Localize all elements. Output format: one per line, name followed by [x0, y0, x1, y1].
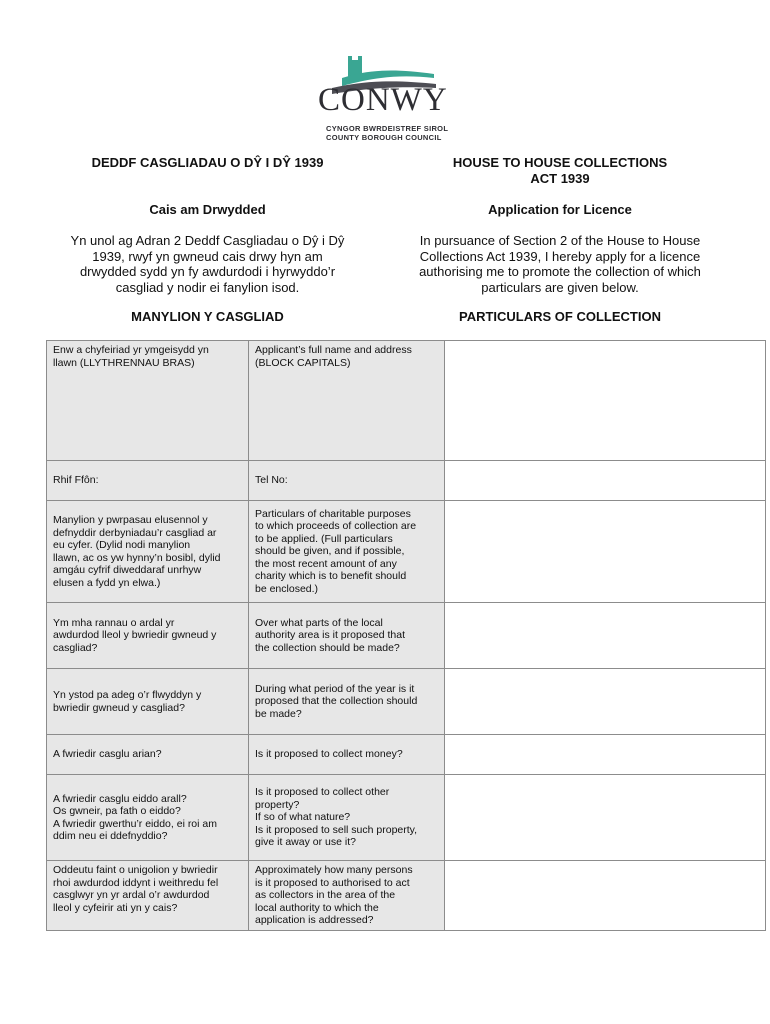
welsh-subtitle: Cais am Drwydded [149, 202, 266, 217]
welsh-title: DEDDF CASGLIADAU O DŶ I DŶ 1939 [91, 155, 324, 170]
english-label-cell [249, 603, 445, 669]
welsh-label-cell [47, 603, 249, 669]
logo-subtitle-welsh: CYNGOR BWRDEISTREF SIROL [326, 124, 449, 133]
english-label-cell [249, 775, 445, 861]
welsh-intro: Yn unol ag Adran 2 Deddf Casgliadau o Dŷ i Dŷ 1939, rwyf yn gwneud cais drwy hyn am drwydded sydd yn fy awdurdodi i hyrwyddo’r casgliad y nodir ei fanylion isod. [70, 233, 345, 295]
english-label-cell [249, 735, 445, 775]
english-label: Over what parts of the local authority area is it proposed that the collection should be made? [255, 616, 406, 654]
english-label: Is it proposed to collect other property? If so of what nature? Is it proposed to sell such property, give it away or use it? [255, 786, 418, 849]
answer-field-other-property[interactable] [445, 775, 766, 861]
welsh-label-cell [47, 501, 249, 603]
welsh-label: Rhif Ffôn: [53, 474, 99, 487]
welsh-label-cell [47, 861, 249, 931]
table-row [47, 341, 766, 461]
answer-field-name-address[interactable] [445, 341, 766, 461]
welsh-label-cell [47, 669, 249, 735]
welsh-label: Manylion y pwrpasau elusennol y defnyddir derbyniadau’r casgliad ar eu cyfer. (Dylid nodi manylion llawn, ac os yw hynny’n bosibl, dylid amgáu cyfrif diweddaraf unrhyw elusen a fydd yn elwa.) [53, 514, 221, 589]
answer-field-tel[interactable] [445, 461, 766, 501]
particulars-table [46, 340, 766, 931]
english-title: HOUSE TO HOUSE COLLECTIONS ACT 1939 [452, 155, 668, 186]
english-label: During what period of the year is it proposed that the collection should be made? [255, 682, 418, 720]
table-row [47, 861, 766, 931]
table-row [47, 461, 766, 501]
english-label: Is it proposed to collect money? [255, 748, 403, 761]
english-label-cell [249, 501, 445, 603]
welsh-label-cell [47, 775, 249, 861]
english-subtitle: Application for Licence [488, 202, 632, 217]
answer-field-collectors[interactable] [445, 861, 766, 931]
english-label-cell [249, 861, 445, 931]
english-label: Applicant’s full name and address (BLOCK CAPITALS) [255, 344, 412, 369]
conwy-logo [308, 56, 458, 144]
english-label: Approximately how many persons is it proposed to authorised to act as collectors in the area of the local authority to which the application is addressed? [255, 864, 413, 926]
english-section-heading: PARTICULARS OF COLLECTION [459, 309, 661, 324]
table-row [47, 735, 766, 775]
welsh-label-cell [47, 735, 249, 775]
english-label-cell [249, 461, 445, 501]
english-label: Tel No: [255, 474, 288, 487]
answer-field-area[interactable] [445, 603, 766, 669]
welsh-label: A fwriedir casglu arian? [53, 748, 162, 761]
answer-field-period[interactable] [445, 669, 766, 735]
welsh-label-cell [47, 341, 249, 461]
english-label-cell [249, 669, 445, 735]
logo-subtitle-english: COUNTY BOROUGH COUNCIL [326, 133, 442, 142]
table-row [47, 501, 766, 603]
answer-field-money[interactable] [445, 735, 766, 775]
welsh-label: Ym mha rannau o ardal yr awdurdod lleol y bwriedir gwneud y casgliad? [53, 616, 217, 654]
table-row [47, 603, 766, 669]
table-row [47, 775, 766, 861]
english-label: Particulars of charitable purposes to which proceeds of collection are to be applied. (Full particulars should be given, and if possible, the most recent amount of any charity which is to benefit should be enclosed.) [255, 507, 417, 595]
welsh-label: Oddeutu faint o unigolion y bwriedir rhoi awdurdod iddynt i weithredu fel casglwyr yn yr ardal o’r awdurdod lleol y cyfeirir ati yn y cais? [53, 864, 219, 914]
welsh-label: A fwriedir casglu eiddo arall? Os gwneir, pa fath o eiddo? A fwriedir gwerthu’r eiddo, ei roi am ddim neu ei ddefnyddio? [53, 792, 217, 842]
welsh-section-heading: MANYLION Y CASGLIAD [131, 309, 284, 324]
answer-field-charitable-purposes[interactable] [445, 501, 766, 603]
english-label-cell [249, 341, 445, 461]
welsh-label: Yn ystod pa adeg o’r flwyddyn y bwriedir gwneud y casgliad? [53, 689, 202, 714]
logo-wordmark: CONWY [318, 82, 448, 118]
welsh-label-cell [47, 461, 249, 501]
english-intro: In pursuance of Section 2 of the House to House Collections Act 1939, I hereby apply for a licence authorising me to promote the collection of which particulars are given below. [419, 233, 701, 295]
table-row [47, 669, 766, 735]
welsh-label: Enw a chyfeiriad yr ymgeisydd yn llawn (LLYTHRENNAU BRAS) [53, 344, 209, 369]
